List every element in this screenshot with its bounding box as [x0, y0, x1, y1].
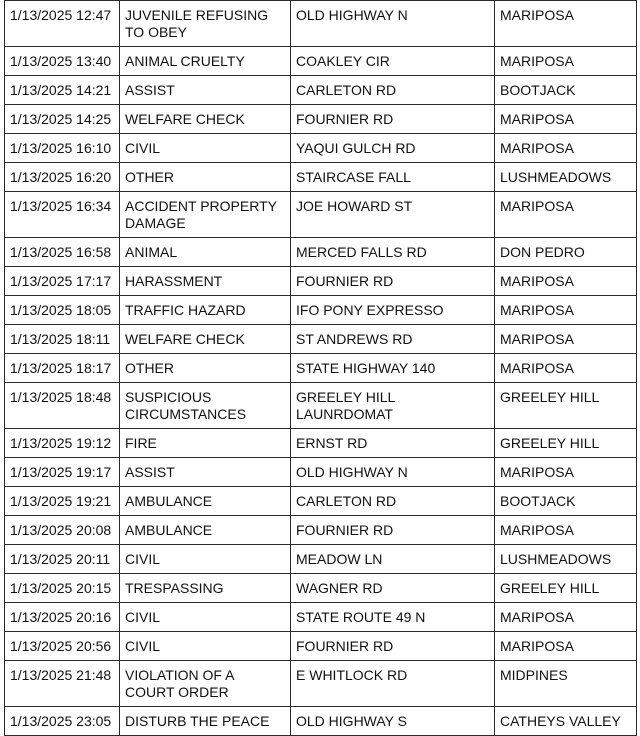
- datetime-cell: 1/13/2025 20:56: [5, 632, 120, 661]
- area-cell: MARIPOSA: [495, 296, 637, 325]
- area-cell: GREELEY HILL: [495, 383, 637, 429]
- datetime-cell: 1/13/2025 18:05: [5, 296, 120, 325]
- incident-type-cell: TRAFFIC HAZARD: [120, 296, 291, 325]
- incident-type-cell: FIRE: [120, 429, 291, 458]
- incident-type-cell: DISTURB THE PEACE: [120, 707, 291, 736]
- table-row: [5, 47, 637, 76]
- datetime-cell: 1/13/2025 18:48: [5, 383, 120, 429]
- table-row: [5, 707, 637, 736]
- datetime-cell: 1/13/2025 20:08: [5, 516, 120, 545]
- table-row: [5, 429, 637, 458]
- incident-type-cell: ASSIST: [120, 458, 291, 487]
- area-cell: GREELEY HILL: [495, 429, 637, 458]
- area-cell: LUSHMEADOWS: [495, 545, 637, 574]
- location-cell: CARLETON RD: [291, 76, 495, 105]
- table-row: [5, 632, 637, 661]
- location-cell: GREELEY HILL LAUNRDOMAT: [291, 383, 495, 429]
- incident-type-cell: CIVIL: [120, 134, 291, 163]
- datetime-cell: 1/13/2025 14:21: [5, 76, 120, 105]
- area-cell: MARIPOSA: [495, 134, 637, 163]
- location-cell: E WHITLOCK RD: [291, 661, 495, 707]
- location-cell: CARLETON RD: [291, 487, 495, 516]
- datetime-cell: 1/13/2025 23:05: [5, 707, 120, 736]
- datetime-cell: 1/13/2025 16:58: [5, 238, 120, 267]
- datetime-cell: 1/13/2025 18:17: [5, 354, 120, 383]
- datetime-cell: 1/13/2025 20:15: [5, 574, 120, 603]
- table-row: [5, 458, 637, 487]
- table-row: [5, 267, 637, 296]
- area-cell: MARIPOSA: [495, 47, 637, 76]
- incident-type-cell: ANIMAL: [120, 238, 291, 267]
- area-cell: BOOTJACK: [495, 487, 637, 516]
- datetime-cell: 1/13/2025 17:17: [5, 267, 120, 296]
- datetime-cell: 1/13/2025 20:11: [5, 545, 120, 574]
- table-row: [5, 325, 637, 354]
- area-cell: MARIPOSA: [495, 516, 637, 545]
- area-cell: MARIPOSA: [495, 458, 637, 487]
- table-row: [5, 545, 637, 574]
- datetime-cell: 1/13/2025 13:40: [5, 47, 120, 76]
- datetime-cell: 1/13/2025 16:10: [5, 134, 120, 163]
- area-cell: MARIPOSA: [495, 325, 637, 354]
- area-cell: BOOTJACK: [495, 76, 637, 105]
- incident-type-cell: HARASSMENT: [120, 267, 291, 296]
- table-row: [5, 238, 637, 267]
- incident-type-cell: AMBULANCE: [120, 516, 291, 545]
- datetime-cell: 1/13/2025 18:11: [5, 325, 120, 354]
- location-cell: STATE HIGHWAY 140: [291, 354, 495, 383]
- area-cell: MARIPOSA: [495, 632, 637, 661]
- incident-type-cell: JUVENILE REFUSING TO OBEY: [120, 1, 291, 47]
- location-cell: STATE ROUTE 49 N: [291, 603, 495, 632]
- incident-type-cell: AMBULANCE: [120, 487, 291, 516]
- table-row: [5, 574, 637, 603]
- location-cell: OLD HIGHWAY N: [291, 458, 495, 487]
- datetime-cell: 1/13/2025 19:17: [5, 458, 120, 487]
- incident-type-cell: VIOLATION OF A COURT ORDER: [120, 661, 291, 707]
- area-cell: LUSHMEADOWS: [495, 163, 637, 192]
- datetime-cell: 1/13/2025 21:48: [5, 661, 120, 707]
- area-cell: MARIPOSA: [495, 267, 637, 296]
- location-cell: JOE HOWARD ST: [291, 192, 495, 238]
- table-row: [5, 661, 637, 707]
- datetime-cell: 1/13/2025 19:21: [5, 487, 120, 516]
- location-cell: FOURNIER RD: [291, 105, 495, 134]
- incident-log-body: [5, 1, 637, 736]
- datetime-cell: 1/13/2025 19:12: [5, 429, 120, 458]
- table-row: [5, 163, 637, 192]
- area-cell: CATHEYS VALLEY: [495, 707, 637, 736]
- incident-type-cell: CIVIL: [120, 545, 291, 574]
- incident-type-cell: OTHER: [120, 163, 291, 192]
- area-cell: MARIPOSA: [495, 1, 637, 47]
- incident-log-table: [4, 0, 637, 736]
- table-row: [5, 487, 637, 516]
- area-cell: MARIPOSA: [495, 105, 637, 134]
- table-row: [5, 383, 637, 429]
- table-row: [5, 354, 637, 383]
- location-cell: COAKLEY CIR: [291, 47, 495, 76]
- incident-type-cell: TRESPASSING: [120, 574, 291, 603]
- location-cell: FOURNIER RD: [291, 267, 495, 296]
- location-cell: IFO PONY EXPRESSO: [291, 296, 495, 325]
- table-row: [5, 1, 637, 47]
- area-cell: MARIPOSA: [495, 354, 637, 383]
- incident-type-cell: CIVIL: [120, 632, 291, 661]
- table-row: [5, 603, 637, 632]
- incident-type-cell: ACCIDENT PROPERTY DAMAGE: [120, 192, 291, 238]
- datetime-cell: 1/13/2025 12:47: [5, 1, 120, 47]
- datetime-cell: 1/13/2025 14:25: [5, 105, 120, 134]
- datetime-cell: 1/13/2025 16:34: [5, 192, 120, 238]
- incident-type-cell: CIVIL: [120, 603, 291, 632]
- location-cell: MEADOW LN: [291, 545, 495, 574]
- area-cell: MARIPOSA: [495, 192, 637, 238]
- location-cell: ERNST RD: [291, 429, 495, 458]
- location-cell: STAIRCASE FALL: [291, 163, 495, 192]
- location-cell: YAQUI GULCH RD: [291, 134, 495, 163]
- location-cell: OLD HIGHWAY N: [291, 1, 495, 47]
- incident-type-cell: SUSPICIOUS CIRCUMSTANCES: [120, 383, 291, 429]
- table-row: [5, 105, 637, 134]
- area-cell: DON PEDRO: [495, 238, 637, 267]
- location-cell: WAGNER RD: [291, 574, 495, 603]
- datetime-cell: 1/13/2025 16:20: [5, 163, 120, 192]
- location-cell: FOURNIER RD: [291, 632, 495, 661]
- location-cell: ST ANDREWS RD: [291, 325, 495, 354]
- table-row: [5, 296, 637, 325]
- incident-type-cell: WELFARE CHECK: [120, 105, 291, 134]
- location-cell: OLD HIGHWAY S: [291, 707, 495, 736]
- incident-type-cell: ASSIST: [120, 76, 291, 105]
- incident-type-cell: OTHER: [120, 354, 291, 383]
- incident-type-cell: ANIMAL CRUELTY: [120, 47, 291, 76]
- table-row: [5, 134, 637, 163]
- area-cell: MIDPINES: [495, 661, 637, 707]
- datetime-cell: 1/13/2025 20:16: [5, 603, 120, 632]
- location-cell: MERCED FALLS RD: [291, 238, 495, 267]
- area-cell: GREELEY HILL: [495, 574, 637, 603]
- area-cell: MARIPOSA: [495, 603, 637, 632]
- table-row: [5, 516, 637, 545]
- location-cell: FOURNIER RD: [291, 516, 495, 545]
- table-row: [5, 76, 637, 105]
- table-row: [5, 192, 637, 238]
- incident-type-cell: WELFARE CHECK: [120, 325, 291, 354]
